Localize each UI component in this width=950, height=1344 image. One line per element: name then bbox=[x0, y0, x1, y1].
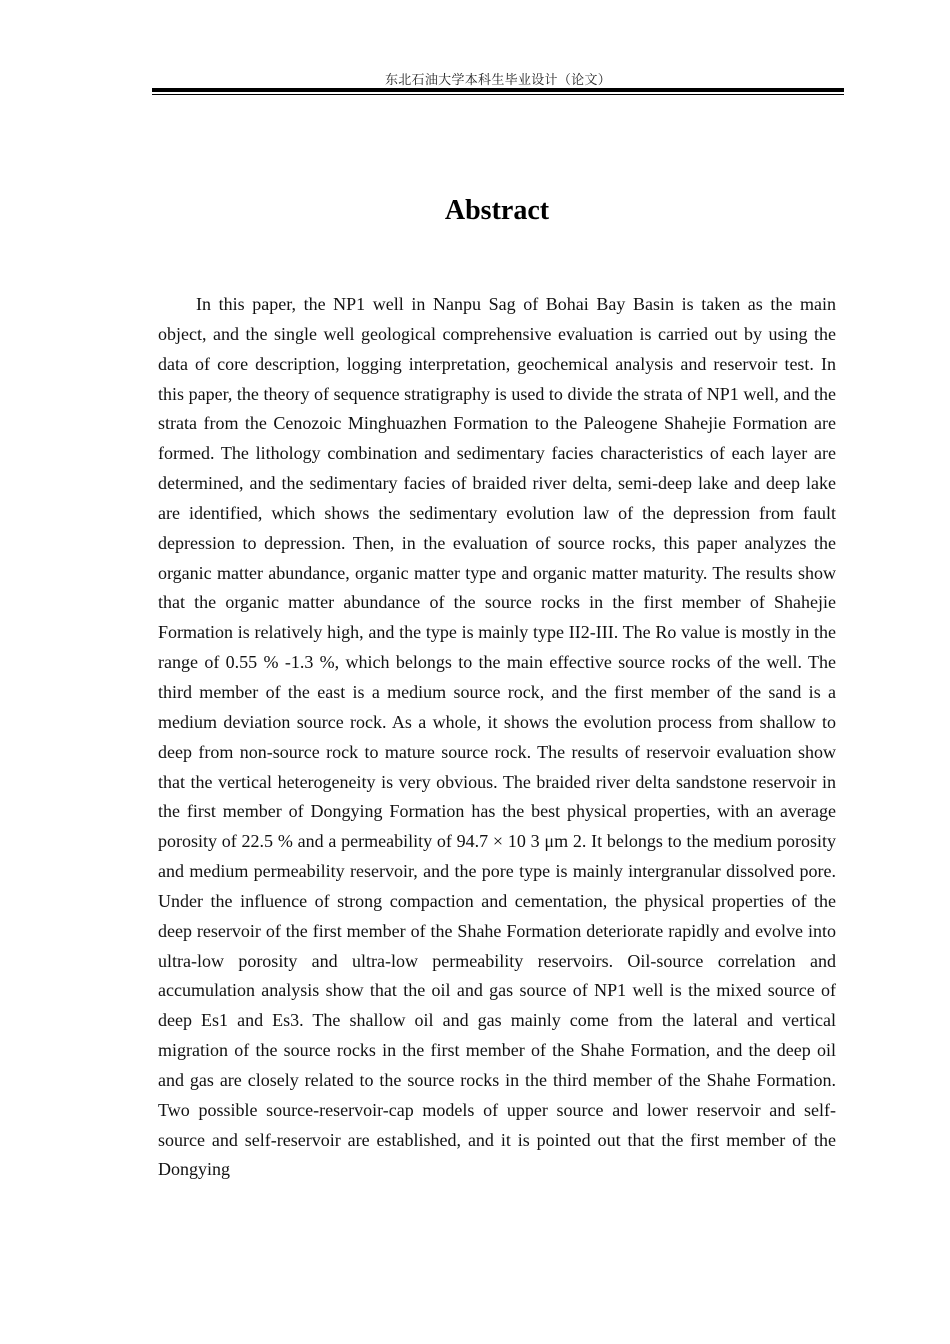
abstract-title: Abstract bbox=[444, 195, 550, 226]
header-rule-thick bbox=[152, 88, 844, 92]
running-header: 东北石油大学本科生毕业设计（论文） bbox=[384, 73, 612, 88]
abstract-body: In this paper, the NP1 well in Nanpu Sag of Bohai Bay Basin is taken as the main object, and the single well geological comprehensive evaluation is carried out by using the data of core description, logging interpretation, geochemical analysis and reservoir test. In this paper, the theory of sequence stratigraphy is used to divide the strata of NP1 well, and the strata from the Cenozoic Minghuazhen Formation to the Paleogene Shahejie Formation are formed. The lithology combination and sedimentary facies characteristics of each layer are determined, and the sedimentary facies of braided river delta, semi-deep lake and deep lake are identified, which shows the sedimentary evolution law of the depression from fault depression to depression. Then, in the evaluation of source rocks, this paper analyzes the organic matter abundance, organic matter type and organic matter maturity. The results show that the organic matter abundance of the source rocks in the first member of Shahejie Formation is relatively high, and the type is mainly type II2-III. The Ro value is mostly in the range of 0.55 % -1.3 %, which belongs to the main effective source rocks of the well. The third member of the east is a medium source rock, and the first member of the sand is a medium deviation source rock. As a whole, it shows the evolution process from shallow to deep from non-source rock to mature source rock. The results of reservoir evaluation show that the vertical heterogeneity is very obvious. The braided river delta sandstone reservoir in the first member of Dongying Formation has the best physical properties, with an average porosity of 22.5 % and a permeability of 94.7 × 10 3 μm 2. It belongs to the medium porosity and medium permeability reservoir, and the pore type is mainly intergranular dissolved pore. Under the influence of strong compaction and cementation, the physical properties of the deep reservoir of the first member of the Shahe Formation deteriorate rapidly and evolve into ultra-low porosity and ultra-low permeability reservoirs. Oil-source correlation and accumulation analysis show that the oil and gas source of NP1 well is the mixed source of deep Es1 and Es3. The shallow oil and gas mainly come from the lateral and vertical migration of the source rocks in the first member of the Shahe Formation, and the deep oil and gas are closely related to the source rocks in the third member of the Shahe Formation. Two possible source-reservoir-cap models of upper source and lower reservoir and self-source and self-reservoir are established, and it is pointed out that the first member of the Dongying bbox=[158, 294, 836, 1180]
header-rule-thin bbox=[152, 94, 844, 95]
